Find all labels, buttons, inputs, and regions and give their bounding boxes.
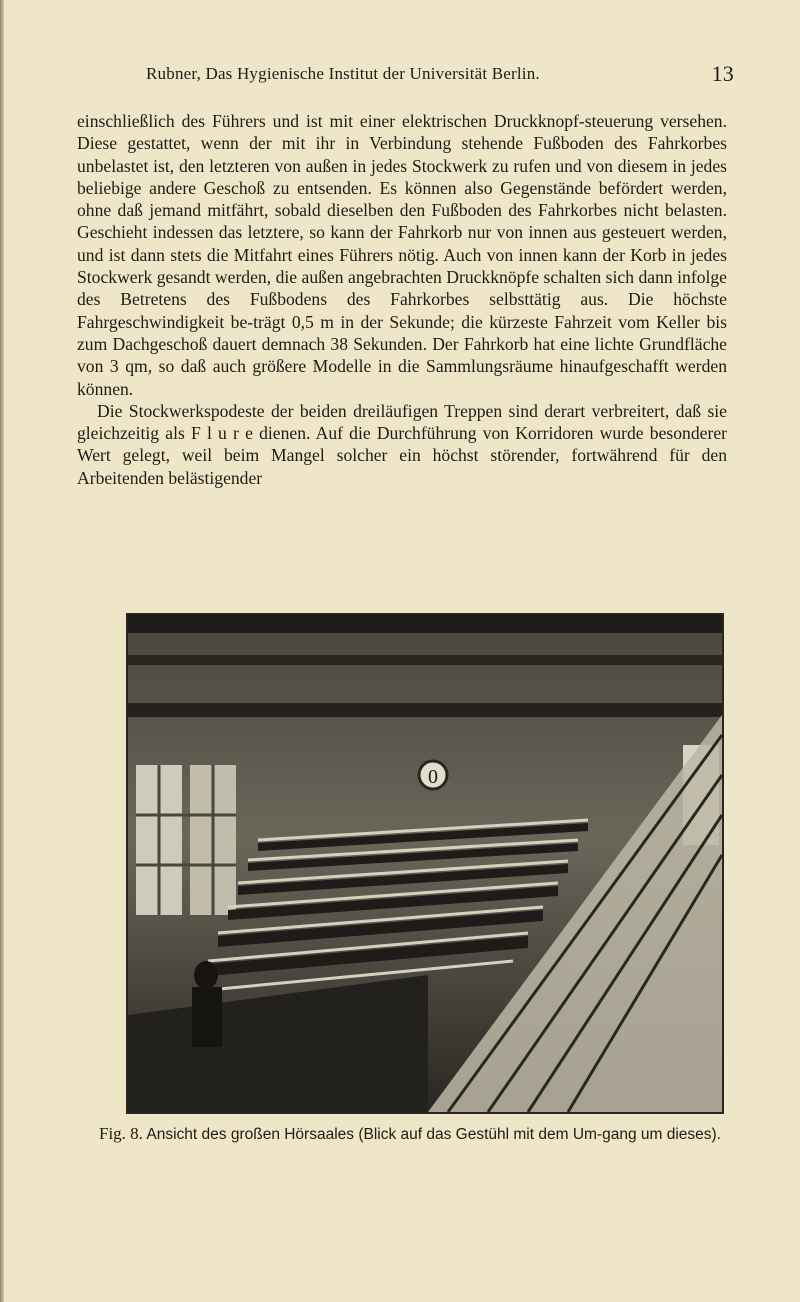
running-title: Rubner, Das Hygienische Institut der Universität Berlin.	[146, 64, 540, 83]
paragraph-1: einschließlich des Führers und ist mit einer elektrischen Druckknopf-steuerung versehen. Diese gestattet, wenn der mit ihr in Verbindung stehende Fußboden des Fahrkorbes unbelastet ist, den letzteren von außen in jedes Stockwerk zu rufen und von diesem in jedes beliebige andere Geschoß zu entsenden. Es können also Gegenstände befördert werden, ohne daß jemand mitfährt, sobald dieselben den Fußboden des Fahrkorbes nicht belasten. Geschieht indessen das letztere, so kann der Fahrkorb nur von innen aus gesteuert werden, und ist dann stets die Mitfahrt eines Führers nötig. Auch von innen kann der Korb in jedes Stockwerk gesandt werden, die außen angebrachten Druckknöpfe schalten sich dann infolge des Betretens des Fußbodens des Fahrkorbes selbsttätig aus. Die höchste Fahrgeschwindigkeit be-trägt 0,5 m in der Sekunde; die kürzeste Fahrzeit vom Keller bis zum Dachgeschoß dauert demnach 38 Sekunden. Der Fahrkorb hat eine lichte Grundfläche von 3 qm, so daß auch größere Modelle in die Sammlungsräume hinaufgeschafft werden können.	[77, 111, 727, 399]
lecture-hall-illustration	[128, 615, 722, 1112]
figure-label: Fig. 8.	[99, 1124, 143, 1143]
figure-caption	[77, 1125, 737, 1144]
running-header	[146, 61, 734, 86]
paragraph-2: Die Stockwerkspodeste der beiden dreiläufigen Treppen sind derart verbreitert, daß sie gleichzeitig als F l u r e dienen. Auf die Durchführung von Korridoren wurde besonderer Wert gelegt, weil beim Mangel solcher ein höchst störender, fortwährend für den Arbeitenden belästigender	[77, 400, 727, 488]
body-text	[77, 110, 727, 489]
page-edge	[0, 0, 4, 1302]
figure-caption-text: Ansicht des großen Hörsaales (Blick auf das Gestühl mit dem Um-gang um dieses).	[146, 1126, 721, 1143]
page-number: 13	[711, 61, 734, 86]
lecture-hall-photograph	[126, 613, 724, 1114]
clock-numeral: 0	[428, 766, 438, 788]
